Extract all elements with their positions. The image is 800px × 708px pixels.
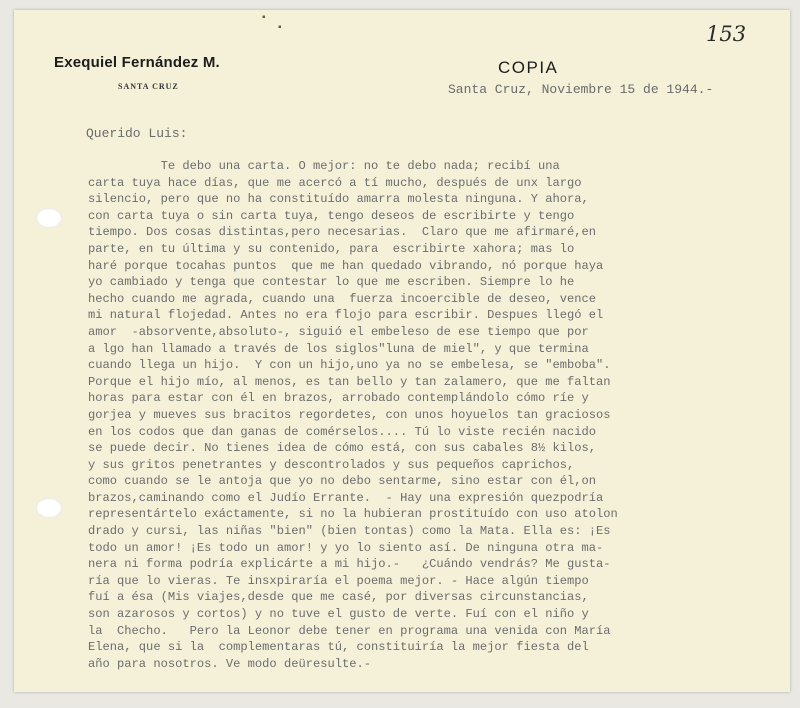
- punch-hole-bottom: [36, 498, 62, 518]
- body-line: haré porque tocahas puntos que me han quedado vibrando, nó porque haya: [88, 258, 604, 273]
- body-line: brazos,caminando como el Judío Errante. - Hay una expresión quezpodría: [88, 490, 604, 505]
- body-line: mi natural flojedad. Antes no era flojo para escribir. Despues llegó el: [88, 308, 604, 323]
- body-line: como cuando se le antoja que yo no debo sentarme, sino estar con él,on: [88, 474, 597, 489]
- body-line: gorjea y mueves sus bracitos regordetes, con unos hoyuelos tan graciosos: [88, 407, 611, 422]
- letter-body: [88, 158, 780, 672]
- body-line: se puede decir. No tienes idea de cómo está, con sus cabales 8½ kilos,: [88, 441, 597, 456]
- body-line: cuando llega un hijo. Y con un hijo,uno ya no se embelesa, se "emboba".: [88, 358, 611, 373]
- body-line: nera ni forma podría explicárte a mi hijo.- ¿Cuándo vendrás? Me gusta-: [88, 557, 611, 572]
- body-line: en los codos que dan ganas de comérselos.... Tú lo viste recién nacido: [88, 424, 597, 439]
- ink-speck-mark: ▪: [262, 12, 266, 23]
- body-line: silencio, pero que no ha constituído amarra molesta ninguna. Y ahora,: [88, 192, 589, 207]
- punch-hole-top: [36, 208, 62, 228]
- body-line: son azarosos y cortos) y no tuve el gusto de verte. Fuí con el niño y: [88, 607, 589, 622]
- letter-salutation: Querido Luis:: [86, 126, 188, 141]
- body-line: con carta tuya o sin carta tuya, tengo deseos de escribirte y tengo: [88, 208, 575, 223]
- body-line: Elena, que si la complementaras tú, constituiría la mejor fiesta del: [88, 640, 589, 655]
- handwritten-page-number: 153: [706, 22, 747, 46]
- body-line: parte, en tu última y su contenido, para escribirte xahora; mas lo: [88, 241, 575, 256]
- body-line: yo cambiado y tenga que contestar lo que me escriben. Siempre lo he: [88, 275, 575, 290]
- body-line: la Checho. Pero la Leonor debe tener en programa una venida con María: [88, 623, 611, 638]
- body-line: a lgo han llamado a través de los siglos"luna de miel", y que termina: [88, 341, 589, 356]
- letter-page: [14, 10, 790, 692]
- body-line: carta tuya hace días, que me acercó a tí mucho, después de unx largo: [88, 175, 582, 190]
- body-line: fuí a ésa (Mis viajes,desde que me casé, por diversas circunstancias,: [88, 590, 589, 605]
- letterhead-place: SANTA CRUZ: [118, 82, 179, 91]
- copy-stamp: COPIA: [498, 58, 559, 77]
- body-line: Porque el hijo mío, al menos, es tan bello y tan zalamero, que me faltan: [88, 374, 611, 389]
- letter-dateline: Santa Cruz, Noviembre 15 de 1944.-: [448, 82, 714, 97]
- body-line: y sus gritos penetrantes y descontrolados y sus pequeños caprichos,: [88, 457, 575, 472]
- body-line: tiempo. Dos cosas distintas,pero necesarias. Claro que me afirmaré,en: [88, 225, 597, 240]
- body-line: año para nosotros. Ve modo deüresulte.-: [88, 656, 372, 671]
- body-line: drado y cursi, las niñas "bien" (bien tontas) como la Mata. Ella es: ¡Es: [88, 524, 611, 539]
- body-line: horas para estar con él en brazos, arrobado contemplándolo cómo ríe y: [88, 391, 589, 406]
- body-line: hecho cuando me agrada, cuando una fuerza incoercible de deseo, vence: [88, 291, 597, 306]
- body-line: Te debo una carta. O mejor: no te debo nada; recibí una: [88, 159, 560, 173]
- letterhead-name: Exequiel Fernández M.: [54, 54, 220, 71]
- body-line: amor -absorvente,absoluto-, siguió el embeleso de ese tiempo que por: [88, 324, 589, 339]
- body-line: todo un amor! ¡Es todo un amor! y yo lo siento así. De ninguna otra ma-: [88, 540, 604, 555]
- body-line: ría que lo vieras. Te insxpiraría el poema mejor. - Hace algún tiempo: [88, 573, 589, 588]
- body-line: representártelo exáctamente, si no la hubieran prostituído con uso atolon: [88, 507, 618, 522]
- ink-speck-mark: ▪: [278, 22, 282, 33]
